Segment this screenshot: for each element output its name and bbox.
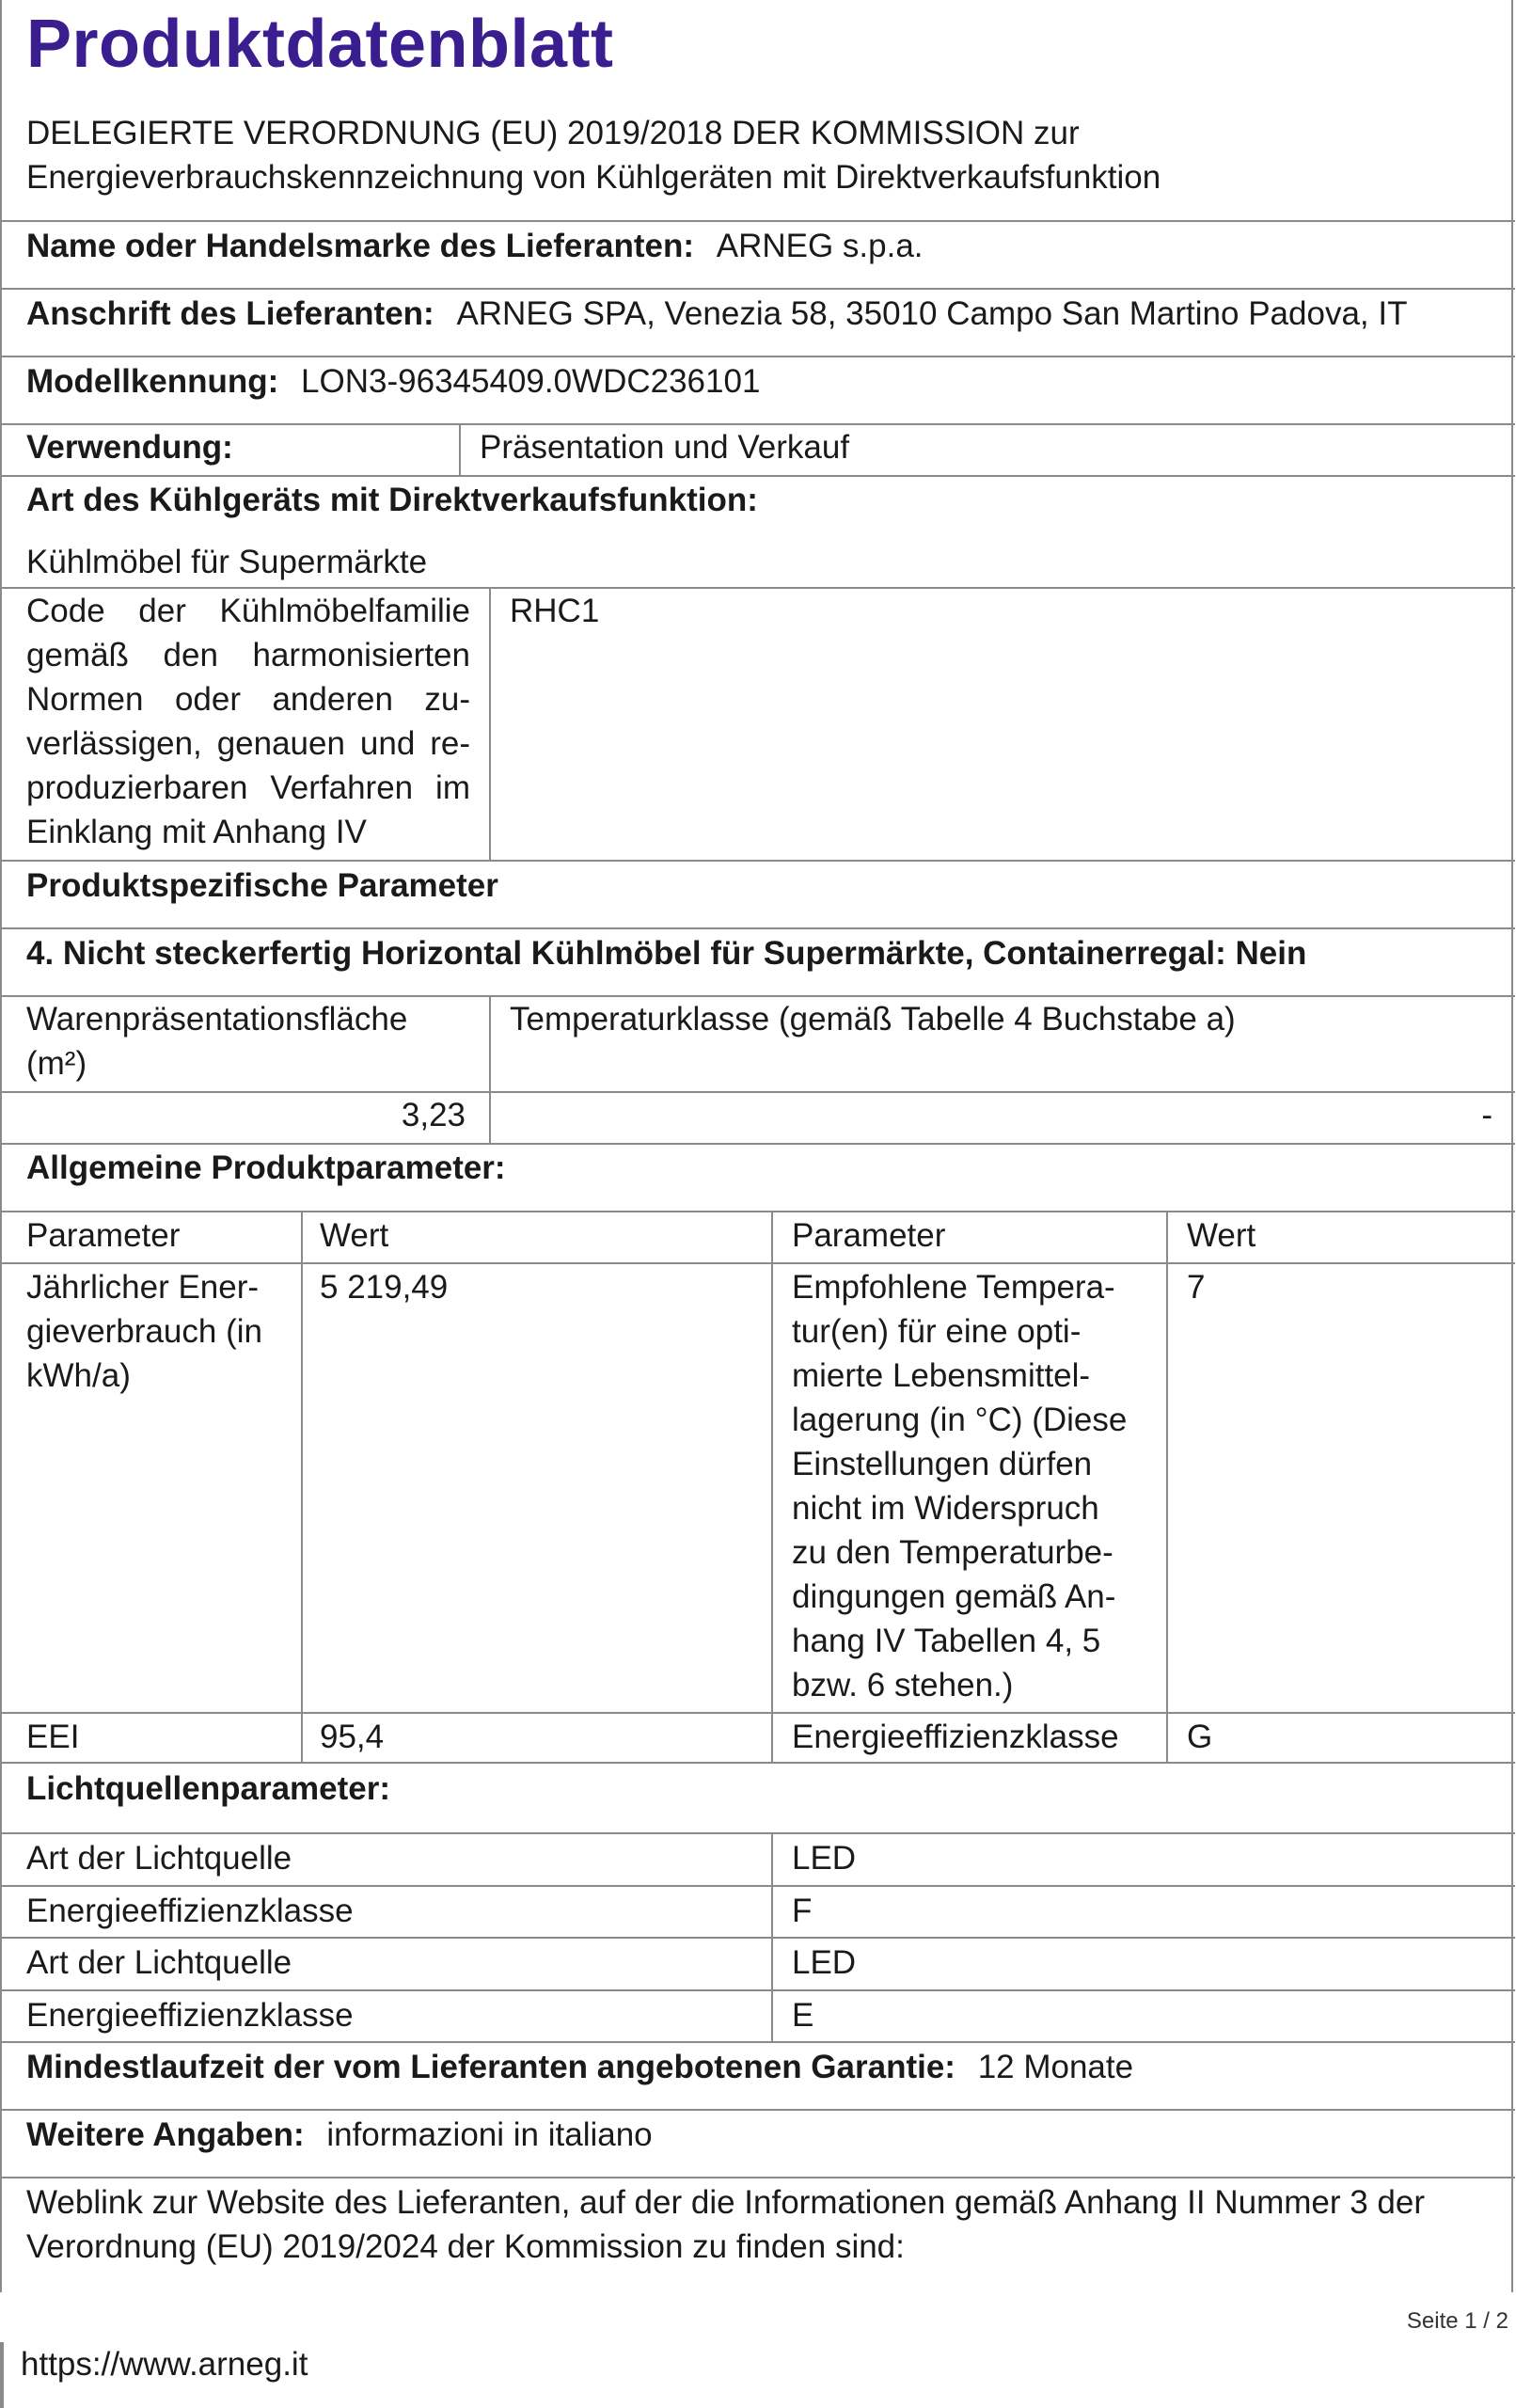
divider [2, 1937, 1515, 1939]
display-area-unit: (m²) [26, 1045, 87, 1082]
appliance-type-label: Art des Kühlgeräts mit Direktverkaufsfunktion: [26, 482, 758, 518]
divider [2, 1143, 1515, 1145]
divider [2, 2041, 1515, 2043]
warranty-row [26, 2045, 1133, 2089]
model-value: LON3-96345409.0WDC236101 [301, 363, 761, 400]
regulation-line-1: DELEGIERTE VERORDNUNG (EU) 2019/2018 DER KOMMISSION zur [26, 115, 1080, 151]
energy-label-line: gieverbrauch (in [26, 1313, 262, 1350]
model-row [26, 359, 760, 404]
additional-info-value: informazioni in italiano [326, 2116, 653, 2153]
display-area-value: 3,23 [401, 1097, 466, 1133]
light-source-label: Art der Lichtquelle [26, 1944, 292, 1981]
light-source-value: F [792, 1893, 813, 1929]
temp-label-line: dingungen gemäß An- [792, 1578, 1116, 1615]
family-code-line: verlässigen, genauen und re- [26, 725, 470, 762]
supplier-website-link[interactable]: https://www.arneg.it [21, 2346, 308, 2383]
energy-class-label: Energieeffizienzklasse [792, 1719, 1119, 1755]
temp-label-line: bzw. 6 stehen.) [792, 1667, 1014, 1703]
column-header-parameter: Parameter [792, 1217, 946, 1254]
cell-border [489, 995, 491, 1144]
column-header-value: Wert [1187, 1217, 1256, 1254]
divider [2, 288, 1515, 290]
model-label: Modellkennung: [26, 363, 279, 400]
page-border [0, 2342, 4, 2408]
general-parameters-label: Allgemeine Produktparameter: [26, 1149, 506, 1186]
eei-label: EEI [26, 1719, 80, 1755]
energy-consumption-value: 5 219,49 [320, 1269, 449, 1306]
divider [2, 860, 1515, 862]
temp-label-line: Empfohlene Tempera- [792, 1269, 1115, 1306]
display-area-label: Warenpräsentationsfläche [26, 1001, 408, 1038]
light-source-label: Art der Lichtquelle [26, 1840, 292, 1877]
usage-value: Präsentation und Verkauf [480, 429, 850, 466]
supplier-name-row [26, 224, 924, 268]
family-code-line: Einklang mit Anhang IV [26, 814, 367, 850]
divider [2, 356, 1515, 357]
temp-label-line: hang IV Tabellen 4, 5 [792, 1623, 1101, 1659]
divider [2, 220, 1515, 222]
weblink-text-line-1: Weblink zur Website des Lieferanten, auf der die Informationen gemäß Anhang II Nummer 3 der [26, 2184, 1426, 2221]
light-source-label: Energieeffizienzklasse [26, 1997, 354, 2034]
product-category: 4. Nicht steckerfertig Horizontal Kühlmöbel für Supermärkte, Containerregal: Nein [26, 935, 1307, 972]
temp-label-line: mierte Lebensmittel- [792, 1357, 1091, 1394]
energy-label-line: Jährlicher Ener- [26, 1269, 260, 1306]
weblink-text-line-2: Verordnung (EU) 2019/2024 der Kommission zu finden sind: [26, 2228, 905, 2265]
cell-border [771, 1211, 773, 1762]
supplier-name-label: Name oder Handelsmarke des Lieferanten: [26, 228, 694, 264]
energy-label-line: kWh/a) [26, 1357, 131, 1394]
page-title: Produktdatenblatt [26, 7, 614, 82]
family-code-line: Code der Kühlmöbelfamilie [26, 593, 470, 629]
supplier-address-value: ARNEG SPA, Venezia 58, 35010 Campo San Martino Padova, IT [456, 295, 1408, 332]
temp-label-line: lagerung (in °C) (Diese [792, 1402, 1128, 1438]
family-code-line: produzierbaren Verfahren im [26, 769, 470, 806]
temperature-class-value: - [1481, 1097, 1492, 1133]
eei-value: 95,4 [320, 1719, 385, 1755]
divider [2, 475, 1515, 477]
supplier-name-value: ARNEG s.p.a. [716, 228, 924, 264]
column-header-value: Wert [320, 1217, 389, 1254]
cell-border [301, 1211, 303, 1762]
light-source-label: Energieeffizienzklasse [26, 1893, 354, 1929]
divider [2, 1832, 1515, 1834]
warranty-label: Mindestlaufzeit der vom Lieferanten angebotenen Garantie: [26, 2049, 955, 2085]
regulation-line-2: Energieverbrauchskennzeichnung von Kühlgeräten mit Direktverkaufsfunktion [26, 159, 1161, 196]
usage-label: Verwendung: [26, 429, 233, 466]
light-source-value: E [792, 1997, 814, 2034]
light-sources-label: Lichtquellenparameter: [26, 1770, 391, 1807]
family-code-line: gemäß den harmonisierten [26, 637, 470, 673]
divider [2, 1762, 1515, 1764]
divider [2, 1211, 1515, 1212]
divider [2, 1262, 1515, 1264]
light-source-value: LED [792, 1944, 857, 1981]
divider [2, 2109, 1515, 2111]
appliance-type-value: Kühlmöbel für Supermärkte [26, 544, 428, 580]
family-code-value: RHC1 [510, 593, 600, 629]
page-number: Seite 1 / 2 [1406, 2308, 1508, 2334]
temp-label-line: nicht im Widerspruch [792, 1490, 1099, 1527]
light-source-value: LED [792, 1840, 857, 1877]
specific-parameters-label: Produktspezifische Parameter [26, 867, 498, 904]
temp-label-line: tur(en) für eine opti- [792, 1313, 1082, 1350]
cell-border [489, 587, 491, 861]
divider [2, 1712, 1515, 1714]
cell-border [459, 423, 461, 476]
cell-border [1166, 1211, 1168, 1762]
supplier-address-label: Anschrift des Lieferanten: [26, 295, 434, 332]
energy-class-value: G [1187, 1719, 1213, 1755]
recommended-temperature-value: 7 [1187, 1269, 1206, 1306]
divider [2, 927, 1515, 929]
column-header-parameter: Parameter [26, 1217, 181, 1254]
family-code-line: Normen oder anderen zu- [26, 681, 470, 718]
supplier-address-row [26, 292, 1407, 336]
divider [2, 1885, 1515, 1887]
additional-info-row [26, 2113, 653, 2157]
warranty-value: 12 Monate [977, 2049, 1134, 2085]
temperature-class-label: Temperaturklasse (gemäß Tabelle 4 Buchstabe a) [510, 1001, 1236, 1038]
divider [2, 1989, 1515, 1991]
divider [2, 1091, 1515, 1093]
temp-label-line: Einstellungen dürfen [792, 1446, 1093, 1482]
divider [2, 2177, 1515, 2178]
additional-info-label: Weitere Angaben: [26, 2116, 305, 2153]
temp-label-line: zu den Temperaturbe- [792, 1534, 1113, 1571]
